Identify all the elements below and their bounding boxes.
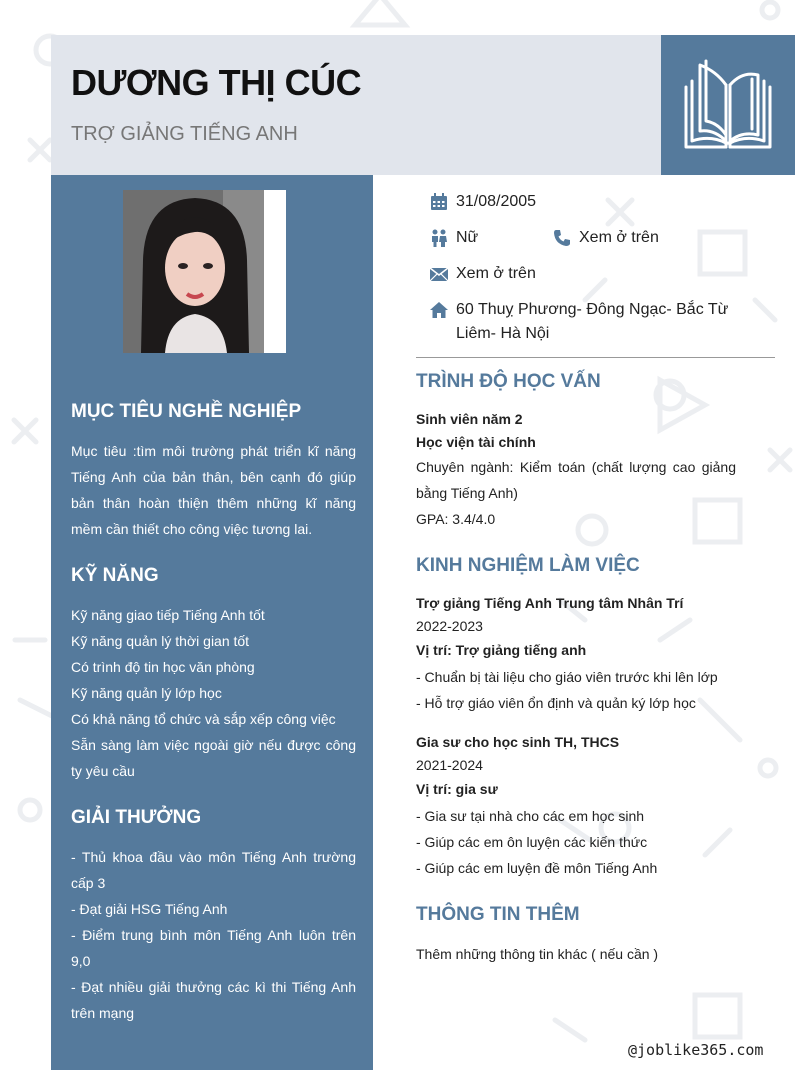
extra-title: THÔNG TIN THÊM <box>416 904 580 925</box>
award-item: - Điểm trung bình môn Tiếng Anh luôn trên 9,0 <box>71 927 356 969</box>
contact-phone <box>553 226 659 250</box>
job-duty: - Chuẩn bị tài liệu cho giáo viên trước khi lên lớp <box>416 669 718 685</box>
job-position: Vị trí: Trợ giảng tiếng anh <box>416 642 587 658</box>
email-icon <box>430 265 448 283</box>
job-period: 2022-2023 <box>416 618 483 634</box>
gender-icon <box>430 229 448 247</box>
skill-item: Kỹ năng giao tiếp Tiếng Anh tốt <box>71 607 265 623</box>
contact-birthday <box>430 190 536 214</box>
education-major: Chuyên ngành: Kiểm toán (chất lượng cao giảng bằng Tiếng Anh) <box>416 459 736 501</box>
job-company: Gia sư cho học sinh TH, THCS <box>416 734 620 750</box>
extra-text: Thêm những thông tin khác ( nếu cần ) <box>416 946 659 962</box>
education-level: Sinh viên năm 2 <box>416 411 523 427</box>
address-value: 60 Thuỵ Phương- Đông Ngạc- Bắc Từ Liêm- Hà Nội <box>456 301 729 342</box>
site-watermark: @joblike365.com <box>628 1041 764 1059</box>
phone-value: Xem ở trên <box>579 229 659 246</box>
awards-title: GIẢI THƯỞNG <box>71 807 202 828</box>
job-duty: - Gia sư tại nhà cho các em học sinh <box>416 808 645 824</box>
header-band <box>51 35 661 175</box>
award-item: - Đạt giải HSG Tiếng Anh <box>71 901 228 917</box>
phone-icon <box>553 229 571 247</box>
header-icon-box <box>661 35 795 175</box>
award-item: - Thủ khoa đầu vào môn Tiếng Anh trường cấp 3 <box>71 849 356 891</box>
open-book-icon <box>680 57 776 153</box>
job-duty: - Hỗ trợ giáo viên ổn định và quản ký lớp học <box>416 695 696 711</box>
gender-value: Nữ <box>456 229 479 246</box>
contact-address <box>430 298 775 346</box>
calendar-icon <box>430 193 448 211</box>
skill-item: Kỹ năng quản lý lớp học <box>71 685 222 701</box>
objective-text: Mục tiêu :tìm môi trường phát triển kĩ năng Tiếng Anh của bản thân, bên cạnh đó giúp bản thân hoàn thiện thêm những kĩ năng mềm cần thiết cho công việc tương lai. <box>71 443 356 537</box>
experience-title: KINH NGHIỆM LÀM VIỆC <box>416 555 640 576</box>
job-position: Vị trí: gia sư <box>416 781 498 797</box>
job-duty: - Giúp các em ôn luyện các kiến thức <box>416 834 648 850</box>
job-title: TRỢ GIẢNG TIẾNG ANH <box>71 123 298 145</box>
contact-divider <box>416 357 775 358</box>
home-icon <box>430 301 448 319</box>
birthday-value: 31/08/2005 <box>456 193 537 210</box>
skills-title: KỸ NĂNG <box>71 565 159 586</box>
profile-photo <box>123 190 286 353</box>
education-title: TRÌNH ĐỘ HỌC VẤN <box>416 371 601 392</box>
contact-email <box>430 262 536 286</box>
skill-item: Kỹ năng quản lý thời gian tốt <box>71 633 250 649</box>
email-value: Xem ở trên <box>456 265 536 282</box>
education-school: Học viện tài chính <box>416 434 536 450</box>
job-duty: - Giúp các em luyện đề môn Tiếng Anh <box>416 860 658 876</box>
education-gpa: GPA: 3.4/4.0 <box>416 511 496 527</box>
skill-item: Sẵn sàng làm việc ngoài giờ nếu được công ty yêu cầu <box>71 737 356 779</box>
skill-item: Có khả năng tổ chức và sắp xếp công việc <box>71 711 336 727</box>
left-sidebar <box>51 175 373 1070</box>
contact-gender <box>430 226 478 250</box>
candidate-name: DƯƠNG THỊ CÚC <box>71 62 362 103</box>
skill-item: Có trình độ tin học văn phòng <box>71 659 255 675</box>
job-period: 2021-2024 <box>416 757 483 773</box>
award-item: - Đạt nhiều giải thưởng các kì thi Tiếng Anh trên mạng <box>71 979 356 1021</box>
job-company: Trợ giảng Tiếng Anh Trung tâm Nhân Trí <box>416 595 684 611</box>
objective-title: MỤC TIÊU NGHỀ NGHIỆP <box>71 401 302 422</box>
skills-list <box>71 602 356 784</box>
awards-list <box>71 844 356 1026</box>
portrait-image <box>123 190 286 353</box>
